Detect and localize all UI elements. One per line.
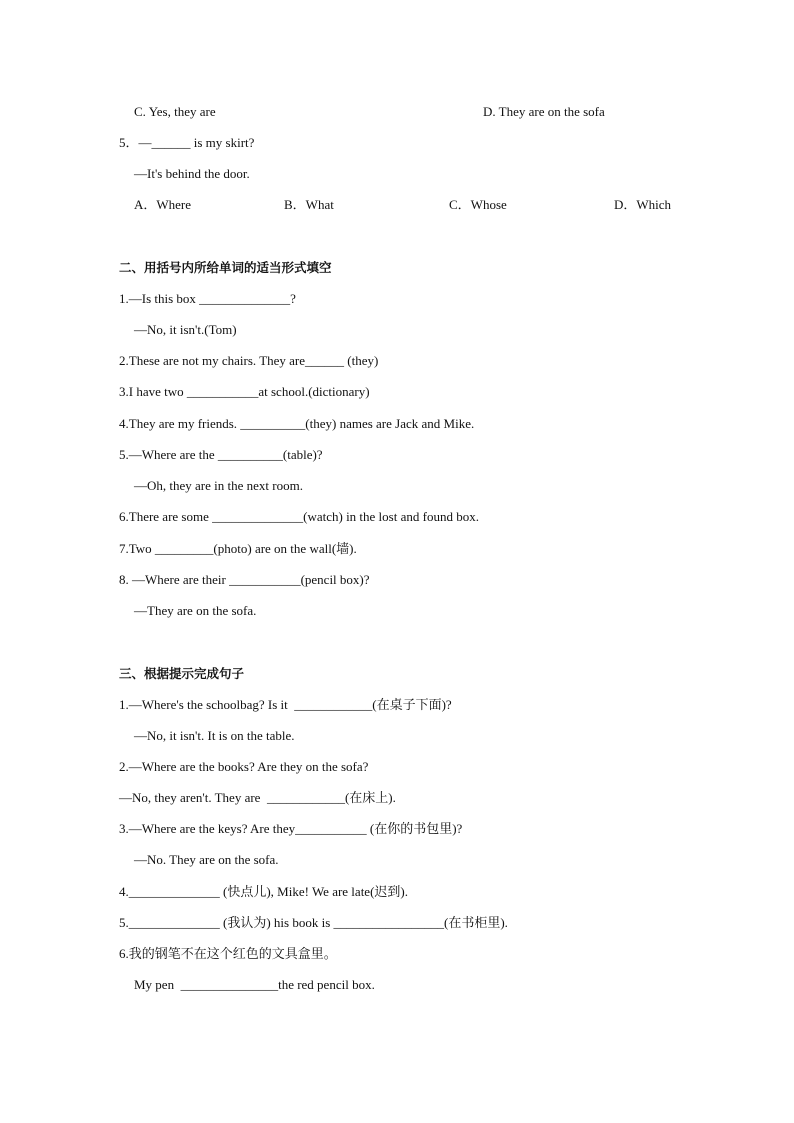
- section3-line: 5.______________ (我认为) his book is _________________(在书柜里).: [119, 915, 508, 930]
- section3-line: 2.—Where are the books? Are they on the sofa?: [119, 759, 369, 774]
- section2-line: —They are on the sofa.: [134, 603, 257, 618]
- q5-option-a: A．Where: [134, 197, 192, 212]
- section2-line: 6.There are some ______________(watch) in the lost and found box.: [119, 509, 479, 524]
- section3-line: My pen _______________the red pencil box.: [134, 977, 375, 992]
- section3-line: 3.—Where are the keys? Are they___________ (在你的书包里)?: [119, 821, 463, 836]
- section3-line: 1.—Where's the schoolbag? Is it ____________(在桌子下面)?: [119, 697, 452, 712]
- section2-line: —No, it isn't.(Tom): [134, 322, 237, 337]
- section2-line: 1.—Is this box ______________?: [119, 291, 296, 306]
- q5-option-d: D．Which: [614, 197, 672, 212]
- section3-line: —No, they aren't. They are ____________(在床上).: [119, 790, 396, 805]
- section2-line: 8. —Where are their ___________(pencil box)?: [119, 572, 370, 587]
- q4-option-d: D. They are on the sofa: [483, 104, 605, 119]
- section3-line: 6.我的钢笔不在这个红色的文具盒里。: [119, 946, 337, 961]
- section2-line: 3.I have two ___________at school.(dictionary): [119, 384, 370, 399]
- section2-line: 2.These are not my chairs. They are______ (they): [119, 353, 379, 368]
- q5-answer: —It's behind the door.: [134, 166, 250, 181]
- section3-line: —No, it isn't. It is on the table.: [134, 728, 295, 743]
- q5-question: 5．—______ is my skirt?: [119, 135, 255, 150]
- section2-heading: 二、用括号内所给单词的适当形式填空: [119, 260, 332, 275]
- section2-line: —Oh, they are in the next room.: [134, 478, 303, 493]
- q5-option-b: B．What: [284, 197, 334, 212]
- section3-line: 4.______________ (快点儿), Mike! We are late(迟到).: [119, 884, 408, 899]
- section3-heading: 三、根据提示完成句子: [119, 666, 245, 681]
- section2-line: 7.Two _________(photo) are on the wall(墙).: [119, 541, 357, 556]
- section2-line: 5.—Where are the __________(table)?: [119, 447, 323, 462]
- section3-line: —No. They are on the sofa.: [134, 852, 279, 867]
- section2-line: 4.They are my friends. __________(they) names are Jack and Mike.: [119, 416, 475, 431]
- q4-option-c: C. Yes, they are: [134, 104, 216, 119]
- q5-option-c: C．Whose: [449, 197, 507, 212]
